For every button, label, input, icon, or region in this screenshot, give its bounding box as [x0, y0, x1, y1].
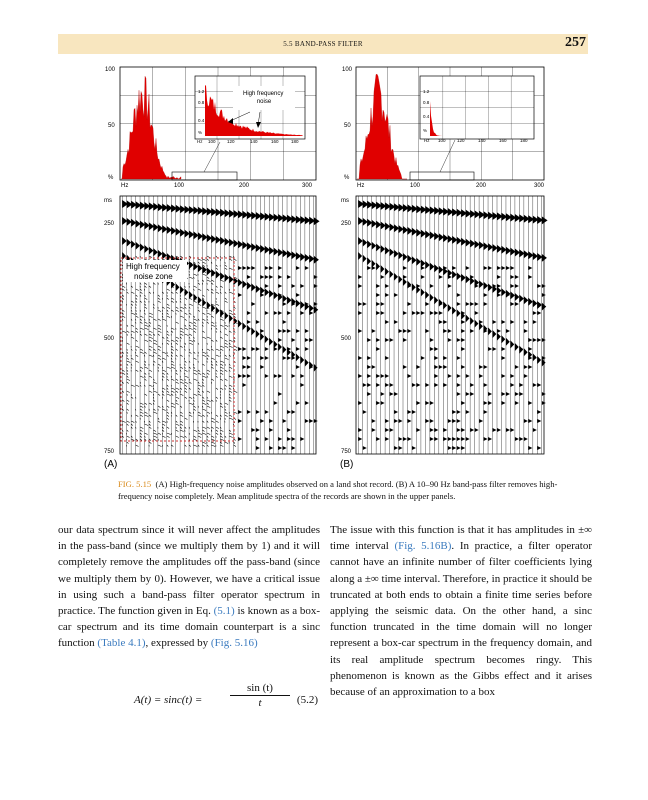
panel-a-spectrum — [0, 0, 316, 189]
section-title: 5.5 BAND-PASS FILTER — [283, 40, 363, 48]
spec-b-xtick: Hz — [357, 183, 365, 189]
rec-b-tick: 750 — [341, 449, 352, 455]
equation-denominator: t — [258, 697, 262, 709]
inset-b-ytick: 0.4 — [423, 114, 430, 119]
spec-b-ytick: 100 — [342, 67, 353, 73]
spec-a-xtick: 200 — [239, 183, 250, 189]
noise-annotation-line: High frequency — [242, 91, 284, 97]
inset-a-ytick: 0.8 — [198, 100, 205, 105]
inset-b-ytick: % — [423, 128, 428, 133]
rec-b-tick: 500 — [341, 336, 352, 342]
rec-a-tick: 250 — [104, 221, 115, 227]
equation-5-2 — [58, 682, 320, 722]
body-column-right — [330, 522, 592, 700]
spec-b-ytick: % — [344, 175, 350, 181]
noise-zone-label-line: High frequency — [126, 262, 180, 271]
spec-a-ytick: 100 — [105, 67, 116, 73]
spec-b-xtick: 300 — [534, 183, 545, 189]
inset-b-xtick: 100 — [438, 138, 446, 143]
equation-numerator: sin (t) — [230, 682, 290, 696]
inset-a-xtick: 120 — [227, 139, 235, 144]
panel-b-label: (B) — [340, 459, 354, 470]
inset-a-xtick: 100 — [208, 139, 216, 144]
panel-b-spectrum — [342, 67, 545, 189]
figure-caption — [118, 478, 588, 502]
table-4-1-link[interactable]: (Table 4.1) — [97, 637, 146, 650]
equation-fraction — [230, 682, 290, 709]
noise-annotation-line: noise — [256, 99, 272, 105]
right-text: The issue with this function is that it has amplitudes in ±∞ time interval — [330, 524, 592, 553]
rec-a-tick: 750 — [104, 449, 115, 455]
left-text: , expressed by — [145, 637, 209, 650]
inset-b-xtick: 120 — [457, 138, 465, 143]
rec-a-tick: ms — [104, 198, 112, 204]
spec-a-xtick: Hz — [121, 183, 129, 189]
fig-5-16b-link[interactable]: (Fig. 5.16B) — [394, 540, 452, 553]
inset-a-ytick: 0.4 — [198, 118, 205, 123]
inset-b-xtick: Hz — [424, 138, 430, 143]
rec-b-tick: ms — [341, 198, 349, 204]
caption-text: (A) High-frequency noise amplitudes observed on a land shot record. (B) A 10–90 Hz band-pass filter removes high-frequency noise completely. Mean amplitude spectra of the records are shown in the upper panels. — [118, 479, 558, 501]
body-column-left — [58, 522, 320, 652]
inset-a-xtick: 180 — [291, 139, 299, 144]
spec-a-xtick: 300 — [302, 183, 313, 189]
inset-a-ytick: 1.2 — [198, 89, 205, 94]
inset-b-xtick: 180 — [520, 138, 528, 143]
right-text: . In practice, a filter operator cannot have an infinite number of filter coefficients lying along a ±∞ time interval. Therefore, in practice it should be truncated at both ends to obtain a finite time series before applying the seismic data. On the other hand, a sinc function truncated in the time domain will no longer represent a box-car spectrum in the frequency domain, and its real amplitude spectrum becomes ringy. This phenomenon is known as the Gibbs effect and it arises because of an approximation to a box — [330, 540, 592, 699]
page-number: 257 — [565, 35, 586, 50]
inset-b-xtick: 140 — [478, 138, 486, 143]
spec-b-xtick: 200 — [476, 183, 487, 189]
left-text: is known as a box-car spectrum and its time domain counterpart is a sinc function — [58, 605, 321, 650]
rec-a-tick: 500 — [104, 336, 115, 342]
panel-b-record — [340, 196, 548, 470]
inset-b-ytick: 0.8 — [423, 100, 430, 105]
caption-label: FIG. 5.15 — [118, 479, 152, 489]
fig-5-16-link[interactable]: (Fig. 5.16) — [210, 637, 258, 650]
rec-b-tick: 250 — [341, 221, 352, 227]
inset-b-xtick: 160 — [499, 138, 507, 143]
spec-b-ytick: 50 — [344, 123, 351, 129]
spec-a-xtick: 100 — [174, 183, 185, 189]
spec-a-ytick: 50 — [108, 123, 115, 129]
noise-zone-label-line: noise zone — [134, 272, 173, 281]
spec-b-xtick: 100 — [410, 183, 421, 189]
inset-a-ytick: % — [198, 130, 203, 135]
inset-a-xtick: Hz — [197, 139, 203, 144]
eq-5-1-link[interactable]: (5.1) — [213, 605, 235, 618]
inset-a-xtick: 140 — [250, 139, 258, 144]
panel-a-label: (A) — [104, 459, 118, 470]
equation-number: (5.2) — [296, 694, 318, 706]
equation-lhs: A(t) = sinc(t) = — [134, 694, 203, 706]
inset-a-xtick: 160 — [271, 139, 279, 144]
inset-b-ytick: 1.2 — [423, 89, 430, 94]
left-text: our data spectrum since it will never affect the amplitudes in the pass-band (since we multiply them by 1) and it will completely remove the amplitudes off the pass-band (since we multiply them by 0). However, we have a critical issue in using such a band-pass filter operator spectrum in practice. The function given in Eq. — [58, 524, 320, 618]
spec-a-ytick: % — [108, 175, 114, 181]
